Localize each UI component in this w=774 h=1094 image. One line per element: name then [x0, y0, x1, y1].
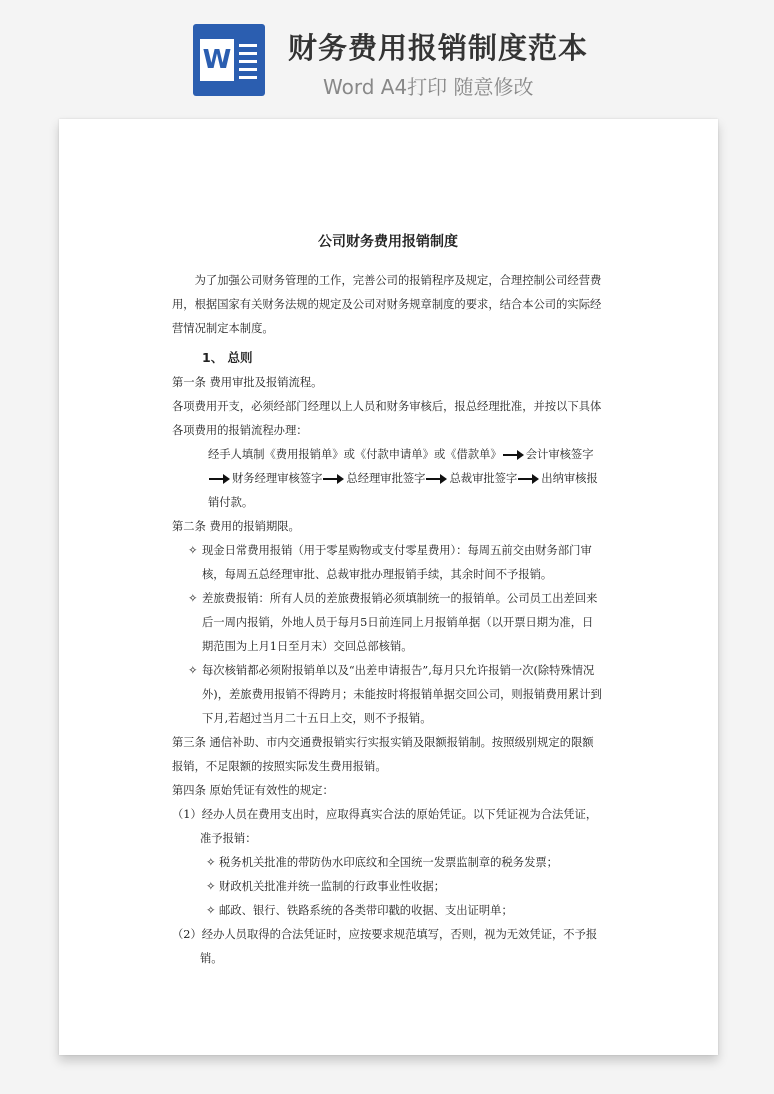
article-4-title: 第四条 原始凭证有效性的规定： [172, 784, 334, 797]
article-4-item-2: （2）经办人员取得的合法凭证时，应按要求规范填写，否则，视为无效凭证，不予报销。 [172, 928, 598, 965]
flow-step-5: 总裁审批签字 [449, 472, 518, 485]
page-header [0, 0, 774, 110]
word-logo-lines [239, 44, 257, 84]
article-2-item-2: 差旅费报销：所有人员的差旅费报销必须填制统一的报销单。公司员工出差回来后一周内报销，外地人员于每月5日前连同上月报销单据（以开票日期为准，日期范围为上月1日至月末）交回总部核销。 [202, 592, 598, 653]
document-content [172, 231, 604, 971]
diamond-bullet-icon: ✧ [188, 664, 198, 677]
article-4-sub-2: ✧ 财政机关批准并统一监制的行政事业性收据； [206, 880, 445, 893]
page-title: 财务费用报销制度范本 [288, 31, 589, 65]
flow-step-2: 会计审核签字 [525, 448, 594, 461]
arrow-icon [323, 474, 345, 484]
flow-step-1: 经手人填制《费用报销单》或《付款申请单》或《借款单》 [208, 448, 502, 461]
flow-step-3: 财务经理审核签字 [232, 472, 323, 485]
article-2-item-3: 每次核销都必须附报销单以及“出差申请报告”,每月只允许报销一次(除特殊情况外)，差旅费用报销不得跨月；未能按时将报销单据交回公司，则报销费用累计到下月,若超过当月二十五日上交，则不予报销。 [202, 664, 602, 725]
article-4-sub-1: ✧ 税务机关批准的带防伪水印底纹和全国统一发票监制章的税务发票； [206, 856, 558, 869]
article-2-item-1: 现金日常费用报销（用于零星购物或支付零星费用）：每周五前交由财务部门审核，每周五总经理审批、总裁审批办理报销手续，其余时间不予报销。 [202, 544, 592, 581]
arrow-icon [426, 474, 448, 484]
list-item [172, 539, 604, 587]
list-item [172, 587, 604, 659]
arrow-icon [518, 474, 540, 484]
article-1-title: 第一条 费用审批及报销流程。 [172, 376, 323, 389]
word-logo-letter: W [200, 39, 234, 81]
flow-step-4: 总经理审批签字 [346, 472, 426, 485]
diamond-bullet-icon: ✧ [188, 544, 198, 557]
article-1-body: 各项费用开支，必须经部门经理以上人员和财务审核后，报总经理批准，并按以下具体各项费用的报销流程办理： [172, 400, 602, 437]
diamond-bullet-icon: ✧ [188, 592, 198, 605]
article-4-item-1: （1）经办人员在费用支出时，应取得真实合法的原始凭证。以下凭证视为合法凭证，准予报销： [172, 808, 598, 845]
arrow-icon [209, 474, 231, 484]
document-page [59, 119, 718, 1055]
article-3: 第三条 通信补助、市内交通费报销实行实报实销及限额报销制。按照级别规定的限额报销，不足限额的按照实际发生费用报销。 [172, 736, 594, 773]
document-title: 公司财务费用报销制度 [318, 234, 458, 250]
article-4-sub-3: ✧ 邮政、银行、铁路系统的各类带印戳的收据、支出证明单； [206, 904, 513, 917]
section-heading: 1、 总则 [202, 350, 253, 365]
list-item [172, 659, 604, 731]
arrow-icon [503, 450, 525, 460]
intro-paragraph: 为了加强公司财务管理的工作，完善公司的报销程序及规定，合理控制公司经营费用，根据国家有关财务法规的规定及公司对财务规章制度的要求，结合本公司的实际经营情况制定本制度。 [172, 274, 602, 335]
approval-flow [172, 443, 604, 515]
article-2-title: 第二条 费用的报销期限。 [172, 520, 300, 533]
page-subtitle: Word A4打印 随意修改 [323, 75, 534, 99]
flow-step-6: 出纳审核报销付款。 [208, 472, 598, 509]
word-document-icon [193, 24, 265, 96]
